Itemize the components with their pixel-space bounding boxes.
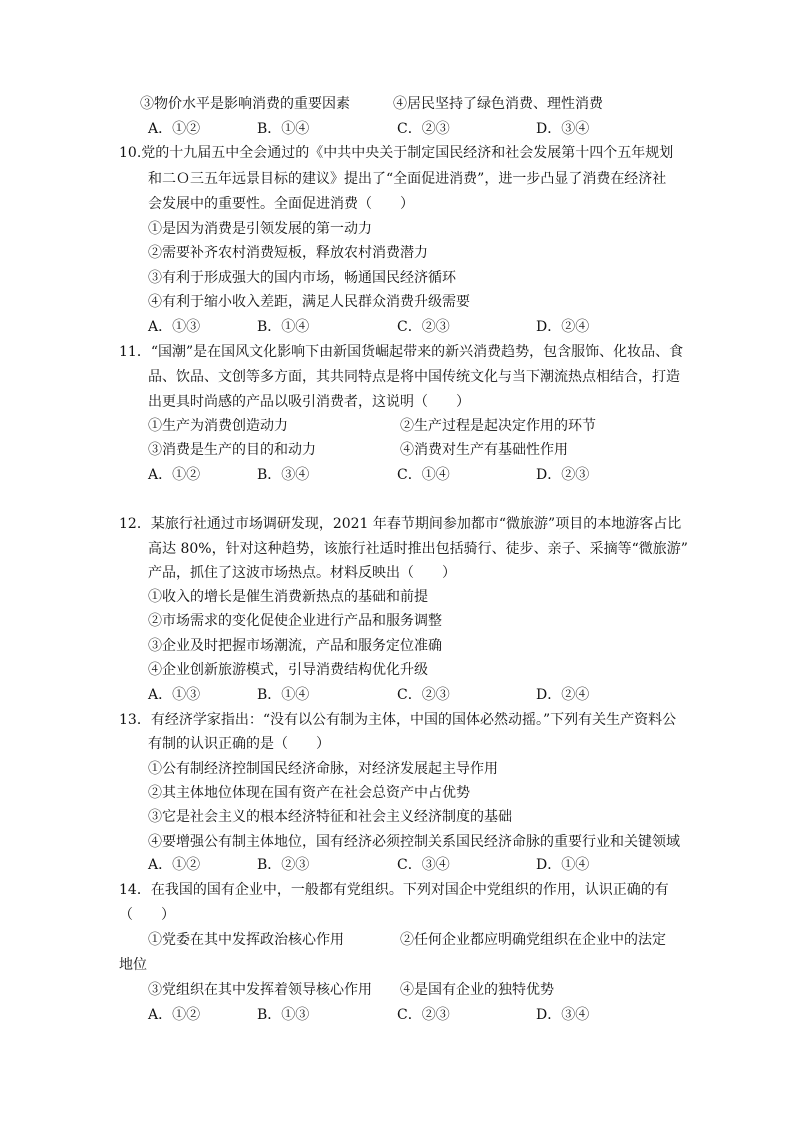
q13-option-c: C．③④	[397, 857, 450, 873]
q12-option-a: A．①③	[148, 687, 201, 703]
q11-stem-line-3: 出更具时尚感的产品以吸引消费者，这说明（ ）	[148, 394, 470, 410]
q13-statement-4: ④要增强公有制主体地位，国有经济必须控制关系国民经济命脉的重要行业和关键领域	[148, 834, 680, 850]
q13-option-b: B．②③	[257, 857, 310, 873]
q10-statement-4: ④有利于缩小收入差距，满足人民群众消费升级需要	[148, 294, 470, 310]
q11-statement-4: ④消费对生产有基础性作用	[400, 442, 568, 458]
q10-stem-line-2: 和二Ｏ三五年远景目标的建议》提出了“全面促进消费”，进一步凸显了消费在经济社	[148, 171, 667, 187]
q13-option-d: D．①④	[536, 857, 590, 873]
q12-statement-4: ④企业创新旅游模式，引导消费结构优化升级	[148, 662, 428, 678]
q12-option-d: D．②④	[536, 687, 590, 703]
q10-option-b: B．①④	[257, 319, 310, 335]
q14-statement-1: ①党委在其中发挥政治核心作用	[148, 932, 344, 948]
q10-statement-2: ②需要补齐农村消费短板，释放农村消费潜力	[148, 245, 428, 261]
q11-option-a: A．①②	[148, 467, 201, 483]
q12-statement-1: ①收入的增长是催生消费新热点的基础和前提	[148, 589, 428, 605]
q10-option-d: D．②④	[536, 319, 590, 335]
q14-statement-2: ②任何企业都应明确党组织在企业中的法定	[400, 932, 666, 948]
q13-option-a: A．①②	[148, 857, 201, 873]
q11-stem-line-2: 品、饮品、文创等多方面，其共同特点是将中国传统文化与当下潮流热点相结合，打造	[148, 369, 680, 385]
q10-option-c: C．②③	[397, 319, 450, 335]
q12-statement-3: ③企业及时把握市场潮流，产品和服务定位准确	[148, 638, 442, 654]
q13-statement-3: ③它是社会主义的根本经济特征和社会主义经济制度的基础	[148, 809, 512, 825]
q12-stem-line-2: 高达 80%，针对这种趋势，该旅行社适时推出包括骑行、徒步、亲子、采摘等“微旅游”	[148, 541, 688, 557]
q9-option-d: D．③④	[536, 121, 590, 137]
q12-option-c: C．②③	[397, 687, 450, 703]
q14-stem-line-2: （ ）	[119, 907, 175, 923]
q13-stem-line-2: 有制的认识正确的是（ ）	[148, 736, 330, 752]
q12-option-b: B．①④	[257, 687, 310, 703]
q11-statement-2: ②生产过程是起决定作用的环节	[400, 418, 596, 434]
q10-stem-line-1: 10.党的十九届五中全会通过的《中共中央关于制定国民经济和社会发展第十四个五年规划	[119, 145, 674, 161]
q14-statement-3: ③党组织在其中发挥着领导核心作用	[148, 982, 372, 998]
q14-option-d: D．③④	[536, 1007, 590, 1023]
q11-option-b: B．③④	[257, 467, 310, 483]
q13-statement-2: ②其主体地位体现在国有资产在社会总资产中占优势	[148, 785, 470, 801]
q11-stem-line-1: 11．“国潮”是在国风文化影响下由新国货崛起带来的新兴消费趋势，包含服饰、化妆品、食	[119, 344, 684, 360]
q14-stem-line-1: 14．在我国的国有企业中，一般都有党组织。下列对国企中党组织的作用，认识正确的有	[119, 882, 669, 898]
q9-option-c: C．②③	[397, 121, 450, 137]
q11-option-d: D．②③	[536, 467, 590, 483]
q14-statement-4: ④是国有企业的独特优势	[400, 982, 554, 998]
q9-option-a: A．①②	[148, 121, 201, 137]
q9-statement-3: ③物价水平是影响消费的重要因素	[140, 96, 350, 112]
q9-option-b: B．①④	[257, 121, 310, 137]
q10-option-a: A．①③	[148, 319, 201, 335]
q13-stem-line-1: 13．有经济学家指出：“没有以公有制为主体，中国的国体必然动摇。”下列有关生产资料公	[119, 712, 677, 728]
q10-statement-3: ③有利于形成强大的国内市场，畅通国民经济循环	[148, 270, 456, 286]
q13-statement-1: ①公有制经济控制国民经济命脉，对经济发展起主导作用	[148, 761, 498, 777]
q11-option-c: C．①④	[397, 467, 450, 483]
q11-statement-3: ③消费是生产的目的和动力	[148, 442, 316, 458]
q12-stem-line-1: 12．某旅行社通过市场调研发现，2021 年春节期间参加都市“微旅游”项目的本地游客占比	[119, 516, 682, 532]
q10-statement-1: ①是因为消费是引领发展的第一动力	[148, 221, 372, 237]
q14-option-b: B．①③	[257, 1007, 310, 1023]
q14-option-c: C．②③	[397, 1007, 450, 1023]
q14-option-a: A．①②	[148, 1007, 201, 1023]
q12-stem-line-3: 产品，抓住了这波市场热点。材料反映出（ ）	[148, 565, 456, 581]
q11-statement-1: ①生产为消费创造动力	[148, 418, 288, 434]
q12-statement-2: ②市场需求的变化促使企业进行产品和服务调整	[148, 613, 442, 629]
q10-stem-line-3: 会发展中的重要性。全面促进消费（ ）	[148, 196, 414, 212]
q9-statement-4: ④居民坚持了绿色消费、理性消费	[393, 96, 603, 112]
q14-statement-2-continued: 地位	[119, 957, 147, 973]
